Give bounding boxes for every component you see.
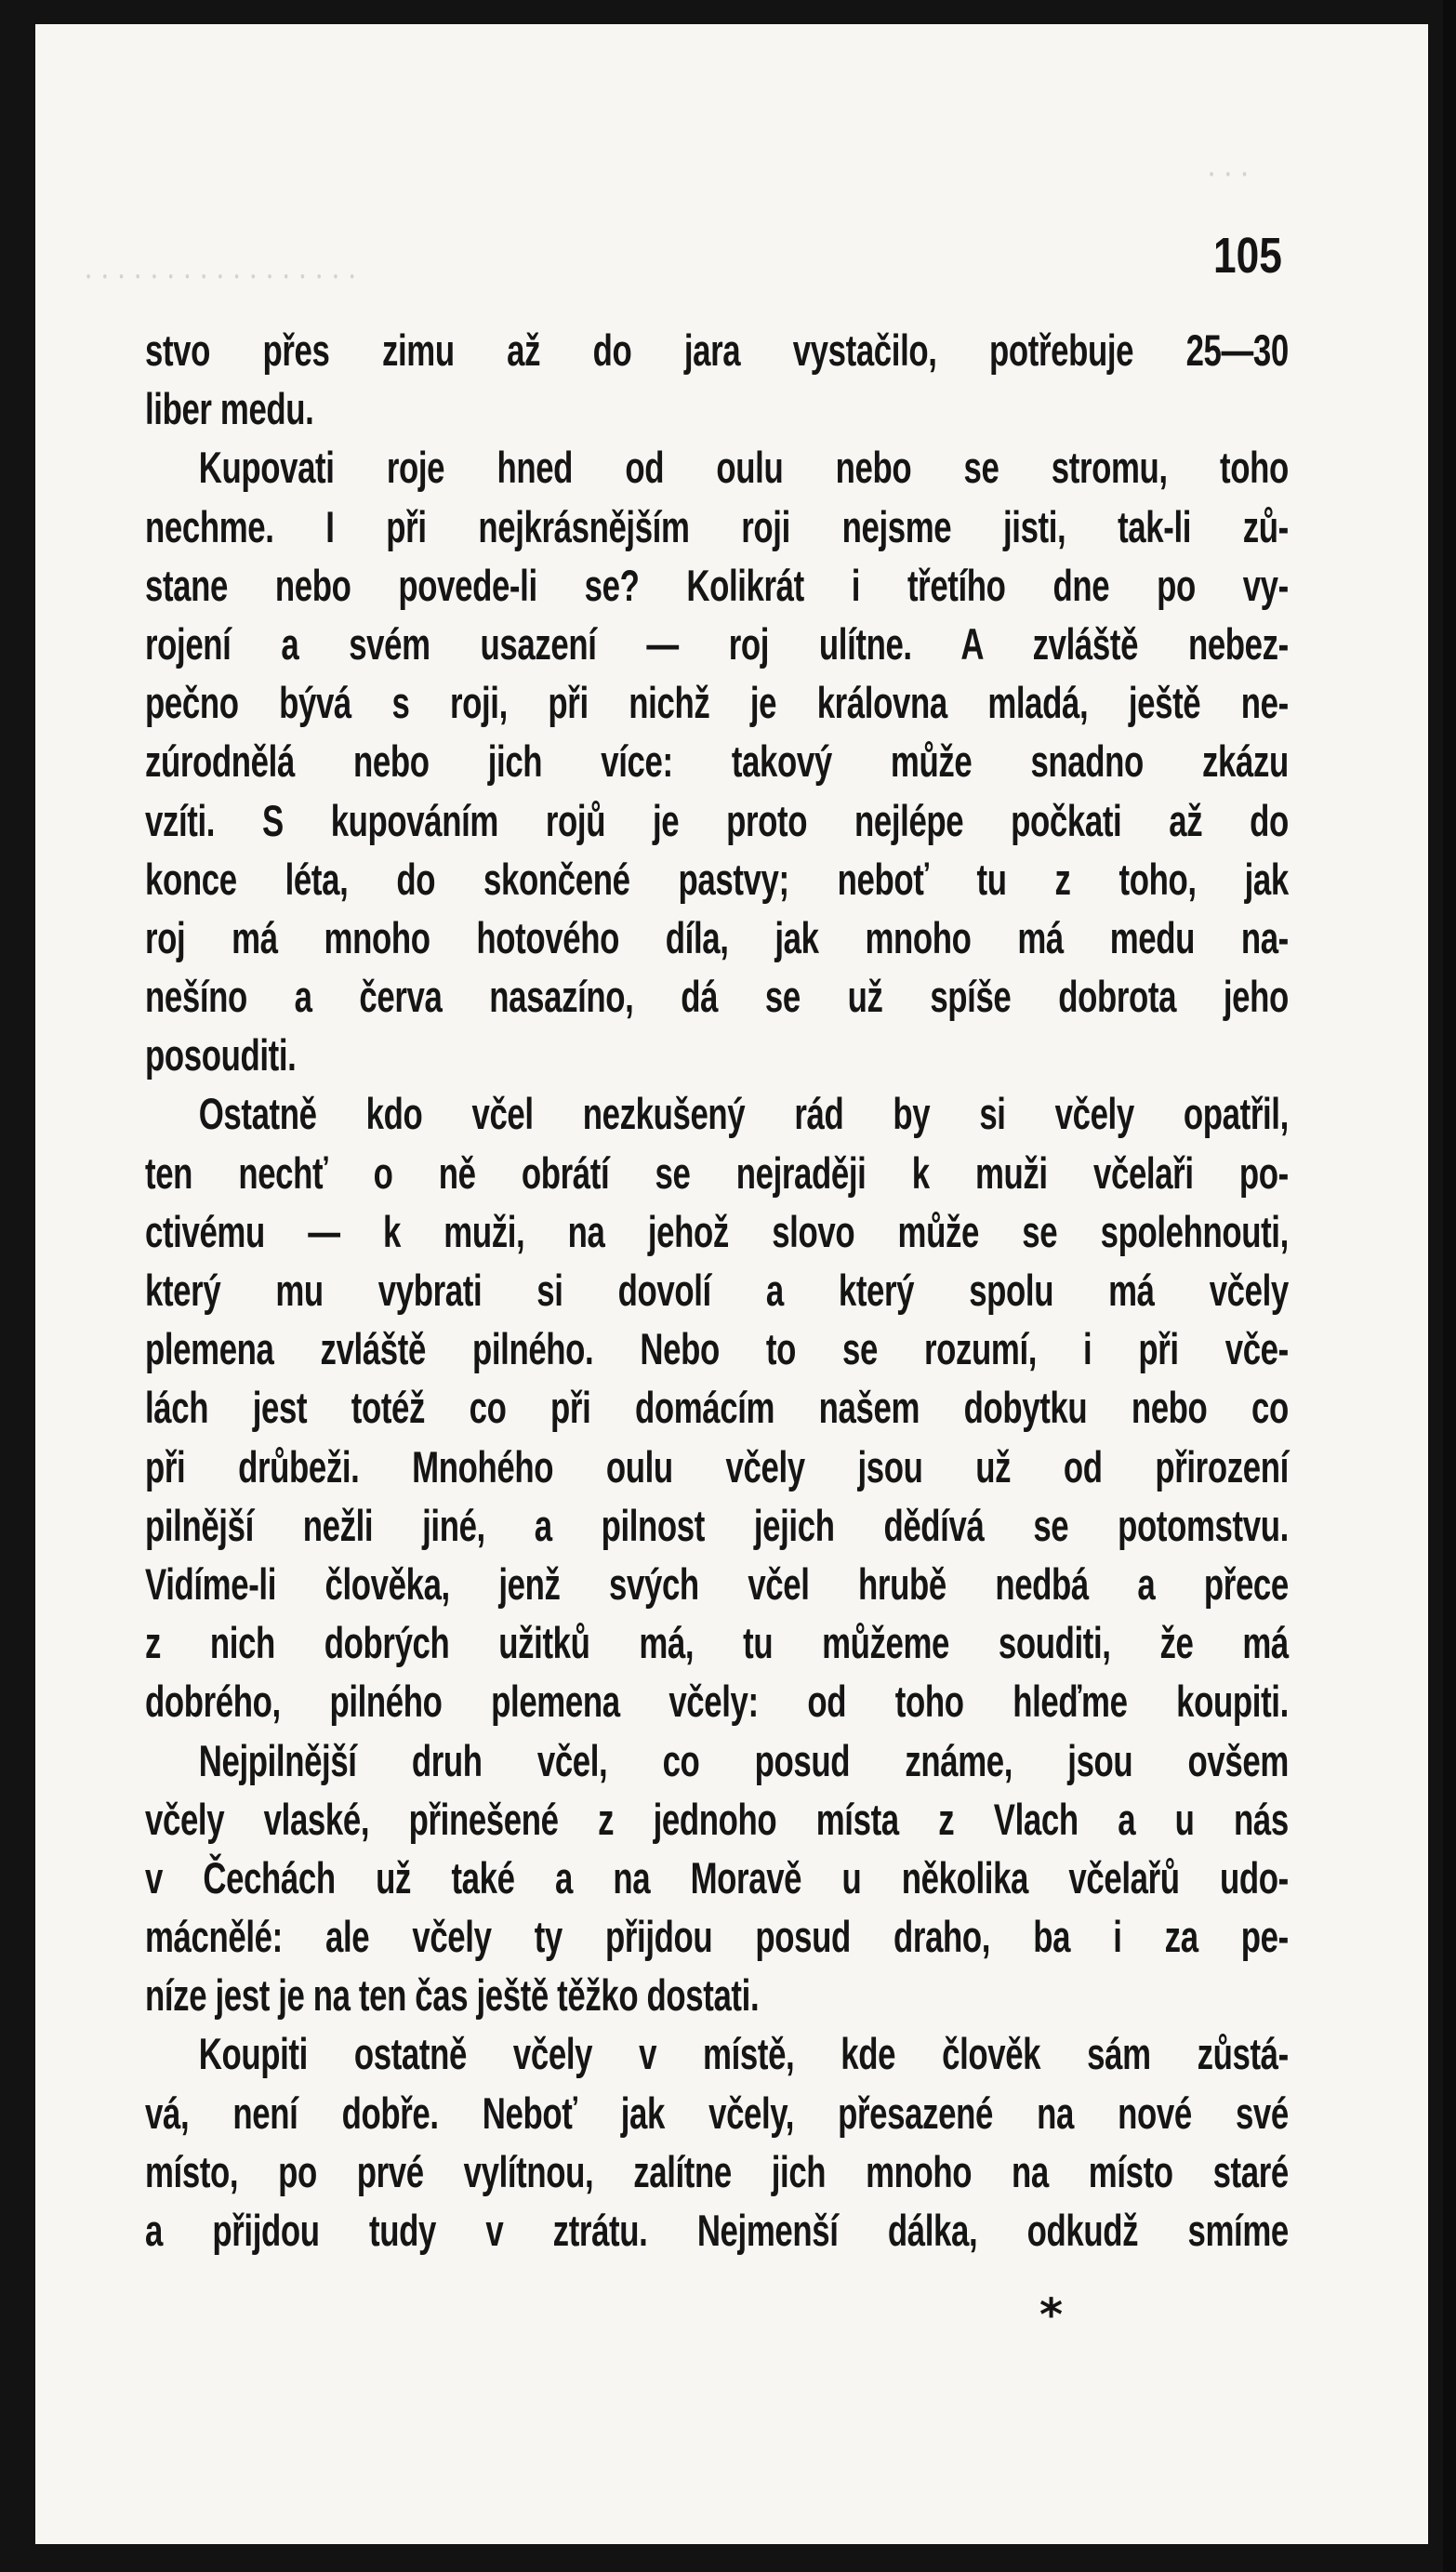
text-line: Koupiti ostatně včely v místě, kde člověk sám zůstá-	[198, 2029, 1289, 2079]
text-line: dobrého, pilného plemena včely: od toho hleďme koupiti.	[145, 1677, 1289, 1727]
text-line: a přijdou tudy v ztrátu. Nejmenší dálka, odkudž smíme	[145, 2206, 1289, 2255]
text-line: Kupovati roje hned od oulu nebo se stromu, toho	[198, 443, 1289, 493]
scan-edge	[1443, 0, 1456, 2572]
text-line: níze jest je na ten čas ještě těžko dostati.	[145, 1970, 760, 2021]
text-line: nechme. I při nejkrásnějším roji nejsme jisti, tak-li zů-	[145, 501, 1289, 551]
text-line: plemena zvláště pilného. Nebo to se rozumí, i při vče-	[145, 1324, 1289, 1374]
text-line: stane nebo povede-li se? Kolikrát i třetího dne po vy-	[145, 560, 1289, 610]
text-line: pilnější nežli jiné, a pilnost jejich dědívá se potomstvu.	[145, 1500, 1289, 1550]
text-line: Nejpilnější druh včel, co posud známe, jsou ovšem	[198, 1735, 1289, 1785]
text-line: který mu vybrati si dovolí a který spolu má včely	[145, 1266, 1289, 1315]
text-line: rojení a svém usazení — roj ulítne. A zvláště nebez-	[145, 618, 1289, 669]
text-line: při drůbeži. Mnohého oulu včely jsou už od přirození	[145, 1441, 1289, 1491]
text-line: konce léta, do skončené pastvy; neboť tu z toho, jak	[145, 854, 1289, 904]
text-line: Ostatně kdo včel nezkušený rád by si včely opatřil,	[198, 1089, 1289, 1139]
text-line: vzíti. S kupováním rojů je proto nejlépe počkati až do	[145, 795, 1289, 845]
text-line: stvo přes zimu až do jara vystačilo, potřebuje 25—30	[145, 325, 1289, 375]
text-line: ctivému — k muži, na jehož slovo může se spolehnouti,	[145, 1206, 1289, 1256]
text-line: ten nechť o ně obrátí se nejraději k muži včelaři po-	[145, 1147, 1289, 1198]
text-line: liber medu.	[145, 384, 314, 434]
text-line: posouditi.	[145, 1030, 297, 1081]
page-corner-mark: · · ·	[1207, 155, 1250, 194]
text-line: Vidíme-li člověka, jenž svých včel hrubě nedbá a přece	[145, 1558, 1289, 1609]
text-line: v Čechách už také a na Moravě u několika včelařů udo-	[145, 1852, 1289, 1902]
text-line: mácnělé: ale včely ty přijdou posud draho, ba i za pe-	[145, 1912, 1289, 1962]
page-number: 105	[1213, 228, 1282, 284]
text-line: roj má mnoho hotového díla, jak mnoho má medu na-	[145, 912, 1289, 962]
text-line: včely vlaské, přinešené z jednoho místa z Vlach a u nás	[145, 1794, 1289, 1844]
text-line: zúrodnělá nebo jich více: takový může snadno zkázu	[145, 736, 1289, 787]
text-line: místo, po prvé vylítnou, zalítne jich mnoho na místo staré	[145, 2146, 1289, 2196]
text-line: lách jest totéž co při domácím našem dobytku nebo co	[145, 1383, 1289, 1433]
signature-mark: *	[1039, 2289, 1064, 2341]
text-line: nešíno a červa nasazíno, dá se už spíše dobrota jeho	[145, 972, 1289, 1022]
bleed-through-text: · · · · · · · · · · · · · · · · ·	[84, 258, 357, 297]
text-line: pečno bývá s roji, při nichž je královna mladá, ještě ne-	[145, 678, 1289, 728]
text-line: vá, není dobře. Neboť jak včely, přesazené na nové své	[145, 2088, 1289, 2138]
body-text	[145, 321, 1289, 2260]
text-line: z nich dobrých užitků má, tu můžeme souditi, že má	[145, 1618, 1289, 1668]
